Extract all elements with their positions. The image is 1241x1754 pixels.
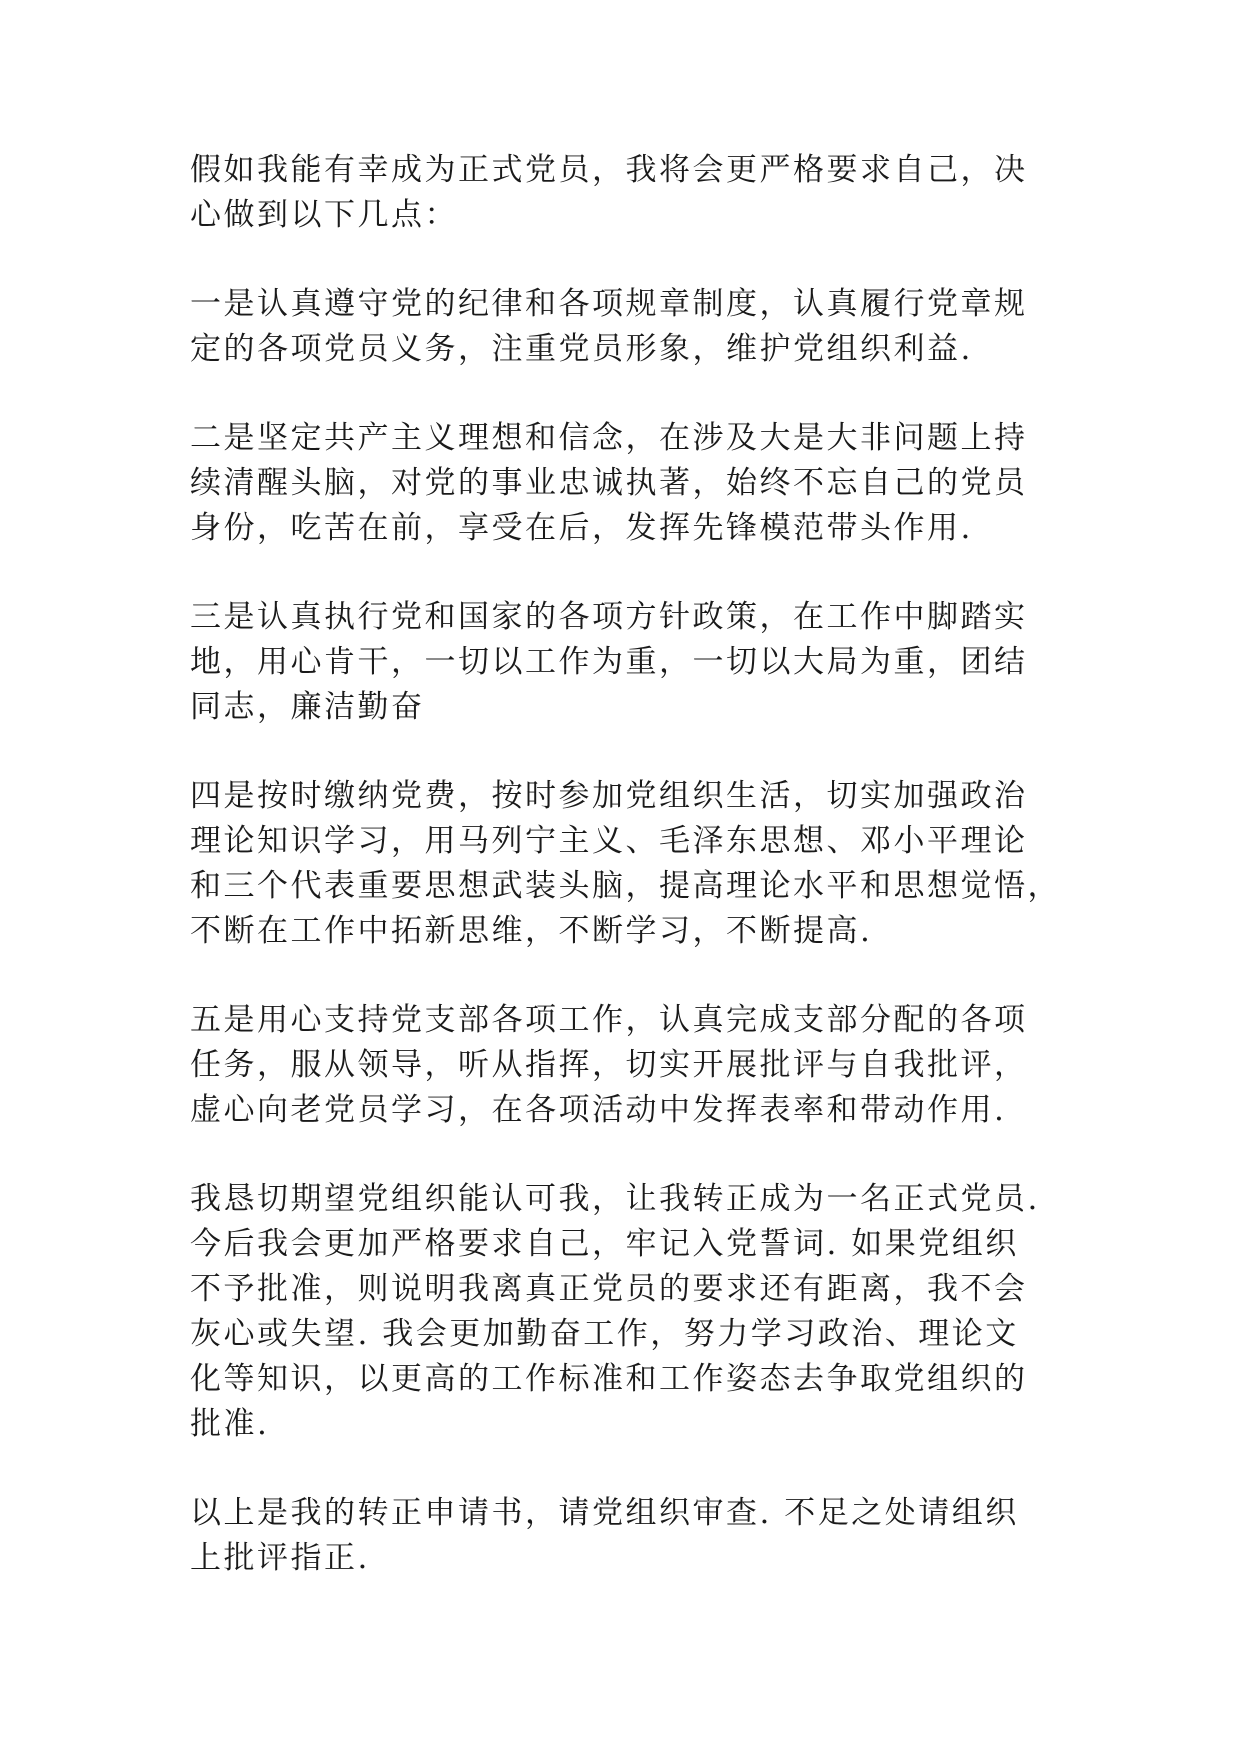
text-line: 我恳切期望党组织能认可我，让我转正成为一名正式党员. — [190, 1181, 1040, 1217]
text-line: 续清醒头脑，对党的事业忠诚执著，始终不忘自己的党员 — [190, 465, 1028, 501]
text-line: 二是坚定共产主义理想和信念，在涉及大是大非问题上持 — [190, 420, 1028, 456]
paragraph-point-1 — [190, 282, 1050, 372]
document-body — [190, 148, 1061, 1625]
text-line: 五是用心支持党支部各项工作，认真完成支部分配的各项 — [190, 1002, 1028, 1038]
text-line: 上批评指正. — [190, 1540, 370, 1576]
text-line: 化等知识，以更高的工作标准和工作姿态去争取党组织的 — [190, 1361, 1028, 1397]
text-line: 四是按时缴纳党费，按时参加党组织生活，切实加强政治 — [190, 778, 1028, 814]
text-line: 以上是我的转正申请书，请党组织审查. 不足之处请组织 — [190, 1495, 1019, 1531]
text-line: 地，用心肯干，一切以工作为重，一切以大局为重，团结 — [190, 644, 1028, 680]
text-line: 不断在工作中拓新思维，不断学习，不断提高. — [190, 913, 873, 949]
paragraph-closing — [190, 1491, 1050, 1581]
text-line: 不予批准，则说明我离真正党员的要求还有距离，我不会 — [190, 1271, 1028, 1307]
text-line: 身份，吃苦在前，享受在后，发挥先锋模范带头作用. — [190, 510, 973, 546]
text-line: 同志，廉洁勤奋 — [190, 689, 425, 725]
paragraph-point-5 — [190, 998, 1050, 1133]
paragraph-request — [190, 1177, 1050, 1447]
text-line: 心做到以下几点： — [190, 197, 458, 233]
paragraph-point-3 — [190, 595, 1050, 730]
text-line: 三是认真执行党和国家的各项方针政策，在工作中脚踏实 — [190, 599, 1028, 635]
text-line: 和三个代表重要思想武装头脑，提高理论水平和思想觉悟， — [190, 868, 1061, 904]
text-line: 一是认真遵守党的纪律和各项规章制度，认真履行党章规 — [190, 286, 1028, 322]
text-line: 虚心向老党员学习，在各项活动中发挥表率和带动作用. — [190, 1092, 1007, 1128]
text-line: 任务，服从领导，听从指挥，切实开展批评与自我批评， — [190, 1047, 1028, 1083]
text-line: 灰心或失望. 我会更加勤奋工作，努力学习政治、理论文 — [190, 1316, 1019, 1352]
text-line: 今后我会更加严格要求自己，牢记入党誓词. 如果党组织 — [190, 1226, 1019, 1262]
text-line: 定的各项党员义务，注重党员形象，维护党组织利益. — [190, 331, 973, 367]
text-line: 理论知识学习，用马列宁主义、毛泽东思想、邓小平理论 — [190, 823, 1028, 859]
text-line: 批准. — [190, 1406, 270, 1442]
text-line: 假如我能有幸成为正式党员，我将会更严格要求自己，决 — [190, 152, 1028, 188]
paragraph-point-2 — [190, 416, 1050, 551]
paragraph-point-4 — [190, 774, 1061, 954]
paragraph-intro — [190, 148, 1050, 238]
